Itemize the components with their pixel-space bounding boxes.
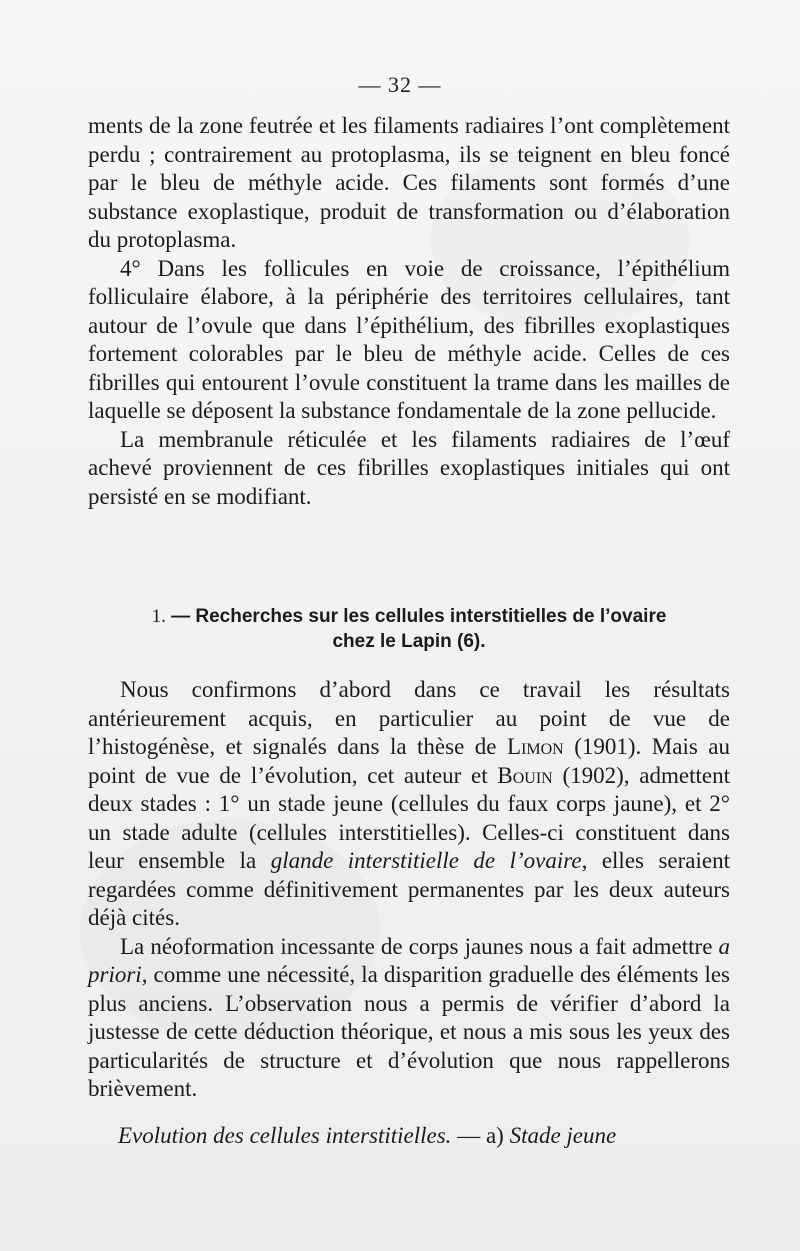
paragraph: 4° Dans les follicules en voie de croissance, l’épithélium folliculaire élabore, à la périphérie des territoires cellulaires, tant autour de l’ovule que dans l’épithélium, des fibrilles exoplastiques fortement colorables par le bleu de méthyle acide. Celles de ces fibrilles qui entourent l’ovule constituent la trame dans les mailles de laquelle se déposent la substance fondamentale de la zone pellucide. [88, 255, 730, 423]
paragraph [88, 676, 730, 933]
subsection-title: Evolution des cellules interstitielles. [118, 1123, 452, 1148]
text-run: , comme une nécessité, la disparition graduelle des éléments les plus anciens. L’observation nous a permis de vérifier d’abord la justesse de cette déduction théorique, et nous a mis sous les yeux des particularités de structure et d’évolution que nous rappellerons brièvement. [88, 962, 730, 1101]
subsection-line [118, 1122, 730, 1150]
page-number: — 32 — [358, 72, 442, 97]
section-number: 1. [151, 606, 166, 627]
paragraph: ments de la zone feutrée et les filaments radiaires l’ont complètement perdu ; contrairement au protoplasma, ils se teignent en bleu foncé par le bleu de méthyle acide. Ces filaments sont formés d’une substance exoplastique, produit de transformation ou d’élaboration du protoplasma. [88, 113, 730, 252]
text-block-bottom [88, 676, 730, 1104]
text-run: (1901). Mais au point de vue de l’évolution, cet auteur et [88, 734, 731, 788]
author-name: Bouin [497, 762, 553, 788]
emphasis-text: glande interstitielle de l’ovaire [270, 848, 582, 873]
section-title-part-2: chez le Lapin (6). [332, 631, 486, 652]
section-heading [88, 604, 730, 654]
section-heading-line-1 [88, 604, 730, 629]
emphasis-text: a priori [88, 933, 730, 987]
section-title-part-1: Recherches sur les cellules interstitielles de l’ovaire [195, 606, 667, 627]
section-dash: — [171, 606, 191, 627]
text-block-top [88, 112, 730, 511]
text-run: (1902), admettent deux stades : 1° un stade jeune (cellules du faux corps jaune), et 2° un stade adulte (cellules interstitielles). Celles-ci constituent dans leur ensemble la [88, 762, 730, 873]
paragraph [88, 933, 730, 1104]
text-run: La néoformation incessante de corps jaunes nous a fait admettre [120, 933, 719, 959]
paragraph: La membranule réticulée et les filaments radiaires de l’œuf achevé proviennent de ces fibrilles exoplastiques initiales qui ont persisté en se modifiant. [88, 426, 730, 509]
text-run: , elles seraient regardées comme définitivement permanentes par les deux auteurs déjà cités. [88, 848, 730, 930]
emphasis-text: Stade jeune [509, 1123, 617, 1148]
text-run: — a) [451, 1123, 510, 1148]
author-name: Limon [507, 734, 564, 759]
text-run: Nous confirmons d’abord dans ce travail les résultats antérieurement acquis, en particulier au point de vue de l’histogénèse, et signalés dans la thèse de [88, 677, 730, 759]
